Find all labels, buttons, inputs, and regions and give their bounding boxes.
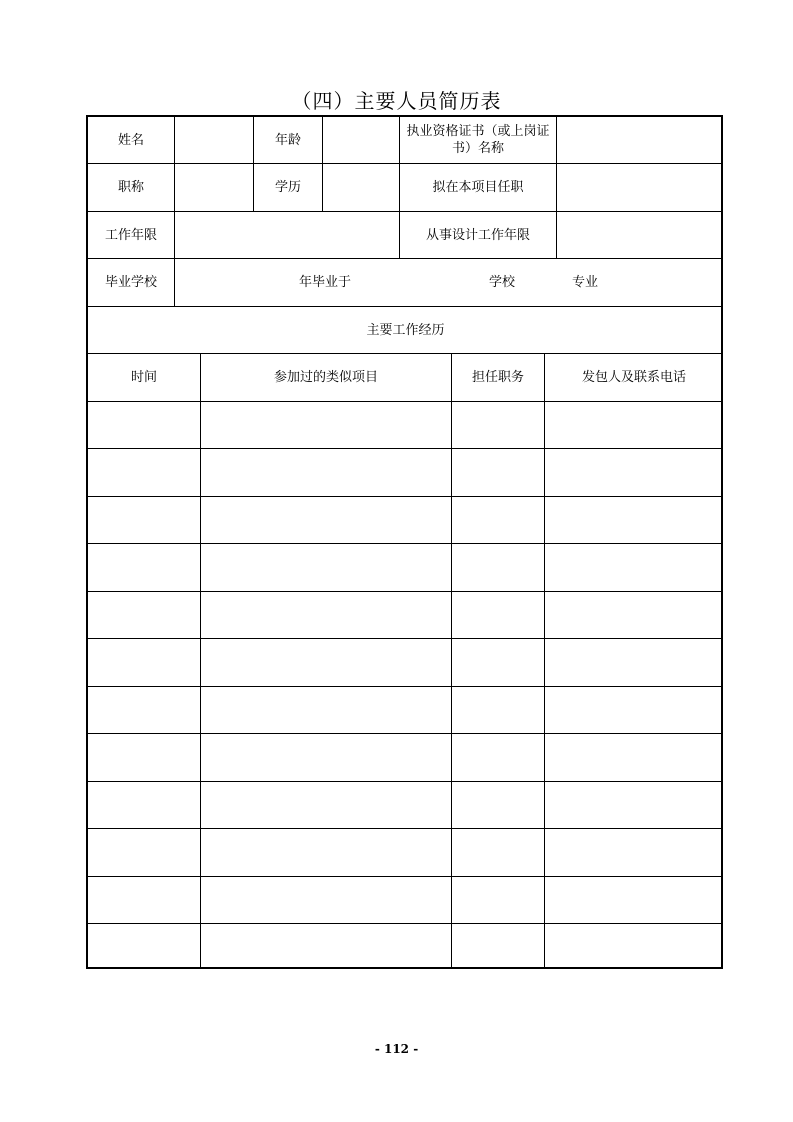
experience-contact-field[interactable] <box>545 544 723 591</box>
experience-time-field[interactable] <box>88 639 201 686</box>
experience-project-field[interactable] <box>201 877 452 923</box>
design-years-field[interactable] <box>557 212 723 258</box>
row-section-title <box>88 307 721 354</box>
experience-contact-field[interactable] <box>545 877 723 923</box>
experience-contact-field[interactable] <box>545 782 723 828</box>
experience-row <box>88 734 721 782</box>
experience-project-field[interactable] <box>201 782 452 828</box>
name-value-field[interactable] <box>175 117 254 163</box>
proposed-role-label: 拟在本项目任职 <box>400 164 557 211</box>
header-position: 担任职务 <box>452 354 545 401</box>
experience-position-field[interactable] <box>452 924 545 969</box>
experience-time-field[interactable] <box>88 402 201 448</box>
experience-project-field[interactable] <box>201 924 452 969</box>
experience-time-field[interactable] <box>88 782 201 828</box>
experience-contact-field[interactable] <box>545 687 723 733</box>
page-number: - 112 - <box>374 1042 419 1056</box>
row-name-age <box>88 117 721 164</box>
experience-position-field[interactable] <box>452 639 545 686</box>
experience-position-field[interactable] <box>452 687 545 733</box>
education-label: 学历 <box>254 164 323 211</box>
experience-contact-field[interactable] <box>545 449 723 496</box>
graduation-field[interactable] <box>175 259 723 306</box>
resume-table <box>86 115 723 969</box>
work-years-label: 工作年限 <box>88 212 175 258</box>
experience-row <box>88 449 721 497</box>
name-label: 姓名 <box>88 117 175 163</box>
experience-time-field[interactable] <box>88 497 201 543</box>
education-field[interactable] <box>323 164 400 211</box>
experience-row <box>88 687 721 734</box>
header-similar-projects: 参加过的类似项目 <box>201 354 452 401</box>
age-label: 年龄 <box>254 117 323 163</box>
professional-title-label: 职称 <box>88 164 175 211</box>
experience-contact-field[interactable] <box>545 734 723 781</box>
experience-contact-field[interactable] <box>545 829 723 876</box>
experience-position-field[interactable] <box>452 734 545 781</box>
experience-row <box>88 592 721 639</box>
experience-time-field[interactable] <box>88 924 201 969</box>
experience-contact-field[interactable] <box>545 497 723 543</box>
experience-position-field[interactable] <box>452 782 545 828</box>
experience-project-field[interactable] <box>201 402 452 448</box>
experience-position-field[interactable] <box>452 402 545 448</box>
experience-time-field[interactable] <box>88 592 201 638</box>
graduation-label: 毕业学校 <box>88 259 175 306</box>
experience-row <box>88 544 721 592</box>
experience-contact-field[interactable] <box>545 592 723 638</box>
experience-project-field[interactable] <box>201 687 452 733</box>
experience-time-field[interactable] <box>88 877 201 923</box>
experience-time-field[interactable] <box>88 449 201 496</box>
experience-section-title: 主要工作经历 <box>366 322 445 338</box>
experience-row <box>88 402 721 449</box>
experience-project-field[interactable] <box>201 592 452 638</box>
experience-position-field[interactable] <box>452 544 545 591</box>
row-title-education <box>88 164 721 212</box>
experience-position-field[interactable] <box>452 829 545 876</box>
experience-time-field[interactable] <box>88 829 201 876</box>
major-text: 专业 <box>572 275 599 290</box>
experience-row <box>88 924 721 969</box>
experience-project-field[interactable] <box>201 449 452 496</box>
school-text: 学校 <box>489 275 516 290</box>
design-years-label: 从事设计工作年限 <box>400 212 557 258</box>
experience-project-field[interactable] <box>201 734 452 781</box>
experience-position-field[interactable] <box>452 497 545 543</box>
experience-time-field[interactable] <box>88 687 201 733</box>
experience-position-field[interactable] <box>452 449 545 496</box>
experience-contact-field[interactable] <box>545 402 723 448</box>
experience-contact-field[interactable] <box>545 639 723 686</box>
experience-row <box>88 877 721 924</box>
header-client-contact: 发包人及联系电话 <box>581 370 686 385</box>
professional-title-field[interactable] <box>175 164 254 211</box>
experience-row <box>88 782 721 829</box>
work-years-field[interactable] <box>175 212 400 258</box>
experience-time-field[interactable] <box>88 734 201 781</box>
experience-project-field[interactable] <box>201 639 452 686</box>
experience-contact-field[interactable] <box>545 924 723 969</box>
proposed-role-field[interactable] <box>557 164 723 211</box>
experience-project-field[interactable] <box>201 829 452 876</box>
row-graduation <box>88 259 721 307</box>
experience-time-field[interactable] <box>88 544 201 591</box>
certificate-value-field[interactable] <box>557 117 723 163</box>
experience-position-field[interactable] <box>452 592 545 638</box>
experience-project-field[interactable] <box>201 544 452 591</box>
experience-position-field[interactable] <box>452 877 545 923</box>
experience-project-field[interactable] <box>201 497 452 543</box>
age-value-field[interactable] <box>323 117 400 163</box>
graduation-year-text: 年毕业于 <box>299 275 352 290</box>
row-work-years <box>88 212 721 259</box>
certificate-label: 执业资格证书（或上岗证书）名称 <box>400 117 557 163</box>
header-time: 时间 <box>88 354 201 401</box>
row-experience-headers <box>88 354 721 402</box>
experience-row <box>88 497 721 544</box>
experience-row <box>88 639 721 687</box>
page-title: （四）主要人员简历表 <box>291 89 502 113</box>
experience-row <box>88 829 721 877</box>
